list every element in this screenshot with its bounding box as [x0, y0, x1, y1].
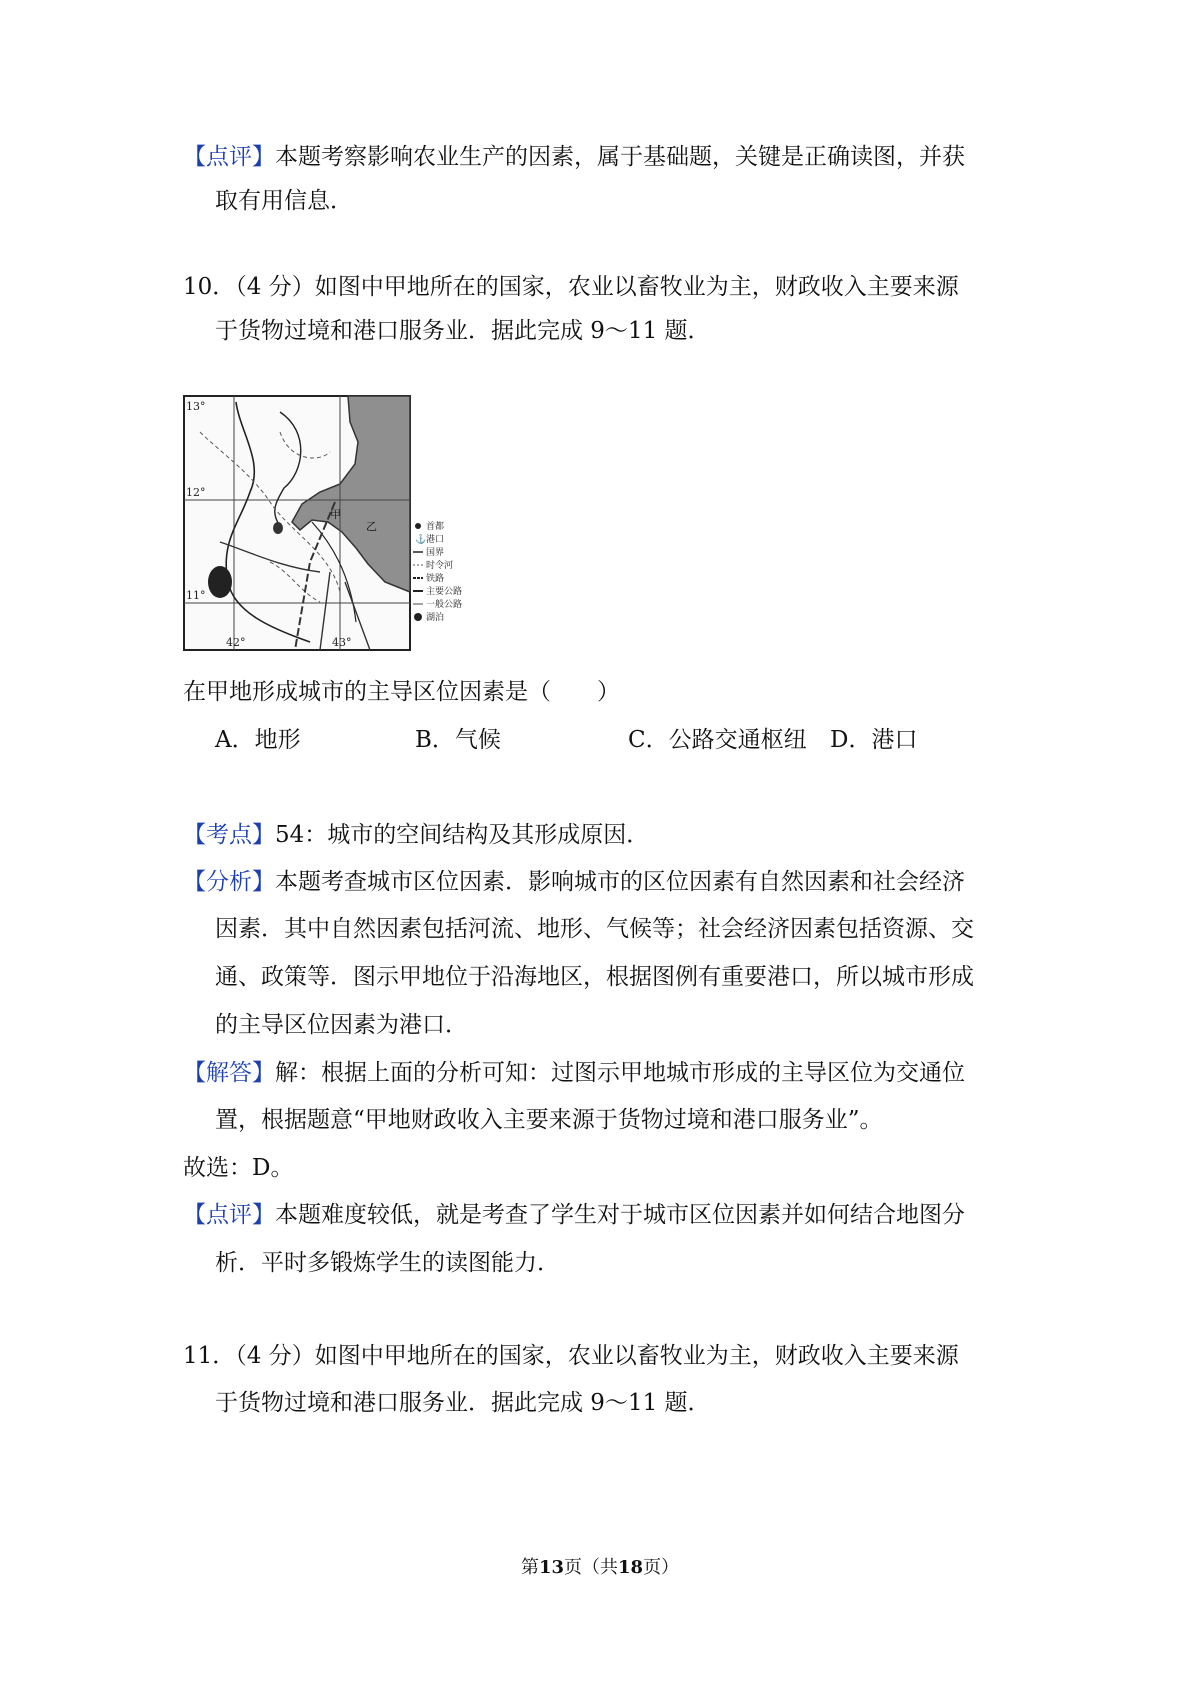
question-11-header [183, 1339, 959, 1373]
legend-capital: 首都 [426, 522, 445, 532]
footer-total-pages: 18 [618, 1557, 644, 1578]
fenxi-line2: 因素．其中自然因素包括河流、地形、气候等；社会经济因素包括资源、交 [215, 916, 974, 942]
legend-main-road: 主要公路 [426, 587, 463, 597]
dianping-tag: 【点评】 [183, 1202, 275, 1228]
options-row [215, 723, 975, 757]
footer-page-number: 13 [538, 1557, 564, 1578]
footer-mid: 页（共 [564, 1557, 618, 1578]
question-text-line1: （4 分）如图中甲地所在的国家，农业以畜牧业为主，财政收入主要来源 [235, 1343, 959, 1369]
map-svg [180, 392, 466, 654]
port-legend-icon: ⚓ [415, 535, 427, 545]
legend-road: 一般公路 [426, 600, 463, 610]
question-number: 10． [183, 274, 236, 300]
jieda-line1: 解：根据上面的分析可知：过图示甲地城市形成的主导区位为交通位 [275, 1060, 965, 1086]
footer-suffix: 页） [643, 1557, 680, 1578]
dianping-line2: 析．平时多锻炼学生的读图能力． [215, 1250, 560, 1276]
place-label-jia: 甲 [330, 508, 341, 521]
page-footer [0, 1556, 1200, 1580]
lat-label-12: 12° [186, 486, 206, 499]
small-lake-icon [273, 522, 283, 534]
question-text-line2: 于货物过境和港口服务业．据此完成 9～11 题． [215, 318, 711, 344]
lon-label-42: 42° [226, 636, 246, 649]
review-tag: 【点评】 [183, 144, 275, 170]
legend-port: 港口 [426, 535, 445, 545]
fenxi-paragraph [183, 865, 965, 899]
option-b: B．气候 [415, 727, 501, 753]
kaodian-paragraph [183, 818, 649, 852]
question-number: 11． [183, 1343, 236, 1369]
legend-river: 时令河 [426, 561, 454, 571]
fenxi-tag: 【分析】 [183, 869, 275, 895]
lake-legend-icon [414, 613, 422, 621]
review-text-line1: 本题考察影响农业生产的因素，属于基础题，关键是正确读图，并获 [275, 144, 965, 170]
review-paragraph [183, 140, 965, 174]
legend-border: 国界 [426, 548, 445, 558]
answer-choice: 故选：D。 [183, 1155, 294, 1181]
fenxi-line4: 的主导区位因素为港口． [215, 1012, 468, 1038]
footer-prefix: 第 [520, 1557, 539, 1578]
lat-label-13: 13° [186, 400, 206, 413]
option-a: A．地形 [215, 727, 301, 753]
review-text-line2: 取有用信息． [215, 188, 353, 214]
option-c: C．公路交通枢纽 [628, 727, 807, 753]
place-label-yi: 乙 [366, 520, 377, 533]
dianping-line1: 本题难度较低，就是考查了学生对于城市区位因素并如何结合地图分 [275, 1202, 965, 1228]
map-legend [413, 520, 462, 623]
kaodian-tag: 【考点】 [183, 822, 275, 848]
jieda-tag: 【解答】 [183, 1060, 275, 1086]
lake-icon [208, 566, 232, 598]
question-stem: 在甲地形成城市的主导区位因素是（ ） [183, 679, 620, 705]
fenxi-line1: 本题考查城市区位因素．影响城市的区位因素有自然因素和社会经济 [275, 869, 965, 895]
dianping-paragraph [183, 1198, 965, 1232]
legend-lake: 湖泊 [426, 613, 445, 623]
jieda-paragraph [183, 1056, 965, 1090]
capital-legend-icon [415, 523, 421, 529]
option-d: D．港口 [830, 727, 918, 753]
question-10-header [183, 270, 959, 304]
fenxi-line3: 通、政策等．图示甲地位于沿海地区，根据图例有重要港口，所以城市形成 [215, 964, 974, 990]
lon-label-43: 43° [332, 636, 352, 649]
question-text-line2: 于货物过境和港口服务业．据此完成 9～11 题． [215, 1390, 711, 1416]
question-text-line1: （4 分）如图中甲地所在的国家，农业以畜牧业为主，财政收入主要来源 [235, 274, 959, 300]
question-map-figure [180, 392, 466, 654]
jieda-line2: 置，根据题意“甲地财政收入主要来源于货物过境和港口服务业”。 [215, 1107, 883, 1133]
legend-railway: 铁路 [426, 574, 445, 584]
kaodian-text: 54：城市的空间结构及其形成原因． [275, 822, 650, 848]
lat-label-11: 11° [186, 589, 206, 602]
